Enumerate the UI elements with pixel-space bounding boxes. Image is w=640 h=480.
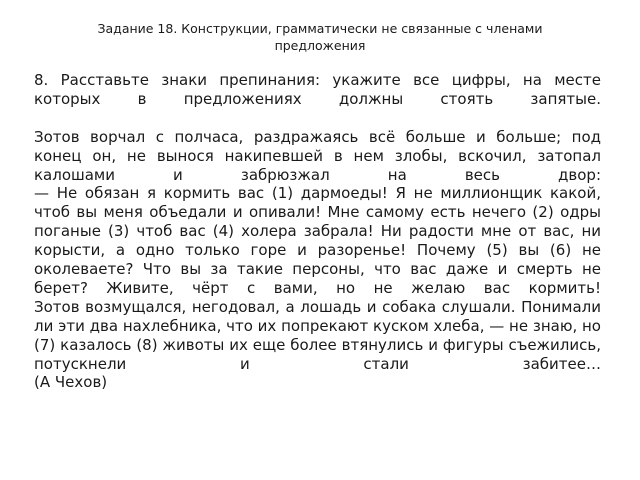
heading-line-1: Задание 18. Конструкции, грамматически не связанные с членами — [97, 21, 543, 36]
spacer — [34, 109, 601, 128]
task-heading — [60, 20, 580, 54]
task-instruction: 8. Расставьте знаки препинания: укажите все цифры, на месте которых в предложениях должны стоять запятые. — [34, 71, 601, 108]
text-author: (А Чехов) — [34, 373, 108, 392]
text-paragraph-speech: — Не обязан я кормить вас (1) дармоеды! Я не миллионщик какой, чтоб вы меня объедали и опивали! Мне самому есть нечего (2) одры поганые (3) чтоб вас (4) холера забрала! Ни радости мне от вас, ни корысти, а одно только горе и разоренье! Почему (5) вы (6) не околеваете? Что вы за такие персоны, что вас даже и смерть не берет? Живите, чёрт с вами, но не желаю вас кормить! — [34, 184, 601, 297]
text-paragraph-ending: Зотов возмущался, негодовал, а лошадь и собака слушали. Понимали ли эти два нахлебника, что их попрекают куском хлеба, — не знаю, но (7) казалось (8) животы их еще более втянулись и фигуры съежились, потускнели и стали забитее… — [34, 297, 601, 373]
heading-line-2: предложения — [274, 38, 366, 53]
task-body — [34, 71, 601, 392]
text-paragraph-intro: Зотов ворчал с полчаса, раздражаясь всё больше и больше; под конец он, не вынося накипевшей в нем злобы, вскочил, затопал калошами и забрюзжал на весь двор: — [34, 127, 601, 184]
